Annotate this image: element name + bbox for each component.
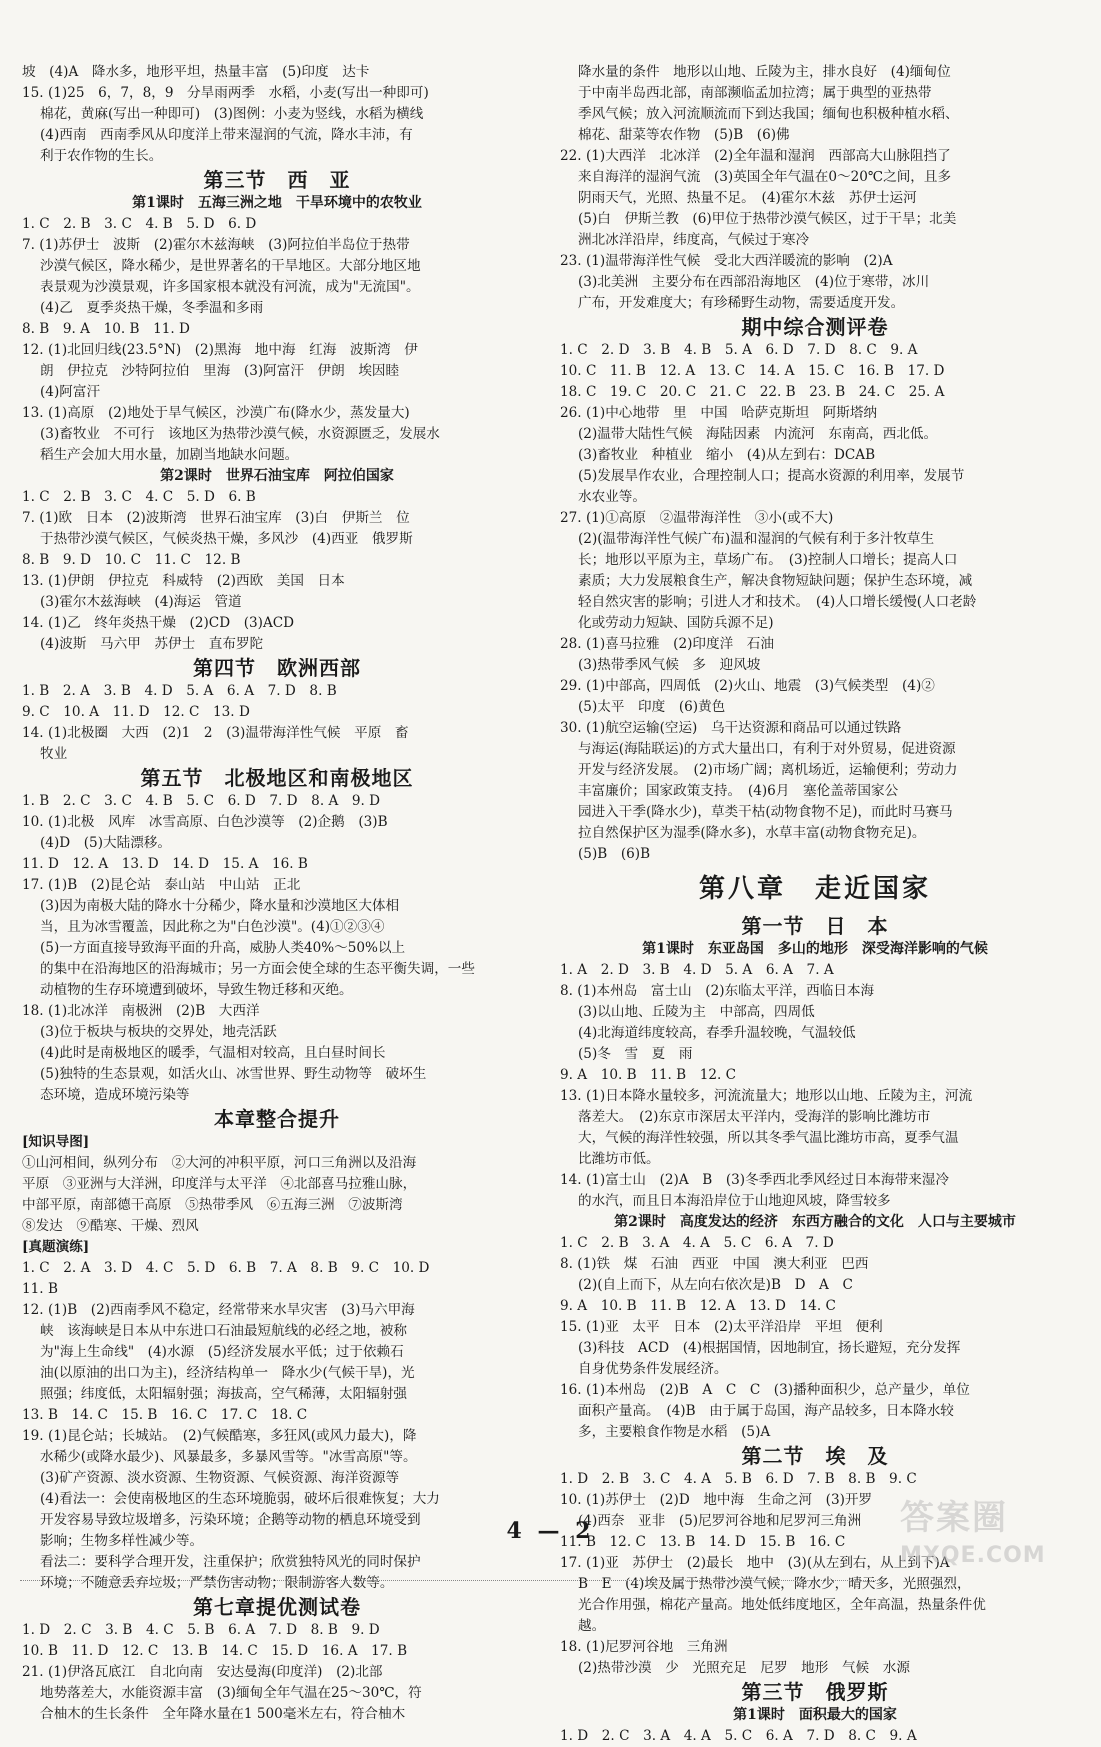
answer-line-continued: 于热带沙漠气候区，气候炎热干燥，多风沙 (4)西亚 俄罗斯 [40, 531, 413, 547]
answer-line-continued: (3)霍尔木兹海峡 (4)海运 管道 [40, 594, 242, 610]
answer-line: 1. B 2. A 3. B 4. D 5. A 6. A 7. D 8. B [22, 683, 337, 699]
answer-line: 7. (1)苏伊士 波斯 (2)霍尔木兹海峡 (3)阿拉伯半岛位于热带 [22, 237, 410, 253]
answer-line: 9. A 10. B 11. B 12. C [560, 1067, 737, 1083]
lesson-heading: 第2课时 世界石油宝库 阿拉伯国家 [160, 468, 394, 484]
answer-line-continued: 合柚木的生长条件 全年降水量在1 500毫米左右，符合柚木 [40, 1706, 406, 1722]
section-heading: 第三节 西 亚 [203, 168, 351, 192]
answer-line: 1. D 2. C 3. A 4. A 5. C 6. A 7. D 8. C 9. A [560, 1728, 917, 1744]
answer-line-continued: (4)此时是南极地区的暖季，气温相对较高，且白昼时间长 [40, 1045, 386, 1061]
answer-line-continued: (3)热带季风气候 多 迎风坡 [578, 657, 761, 673]
answer-line-continued: 利于农作物的生长。 [40, 148, 163, 164]
answer-line-continued: 开发容易导致垃圾增多，污染环境；企鹅等动物的栖息环境受到 [40, 1512, 421, 1528]
answer-line-continued: 来自海洋的湿润气流 (3)英国全年气温在0～20℃之间，且多 [578, 169, 952, 185]
answer-line-continued: 动植物的生存环境遭到破坏，导致生物迁移和灭绝。 [40, 982, 353, 998]
section-heading: 第七章提优测试卷 [193, 1595, 361, 1619]
answer-line-continued: 降水量的条件 地形以山地、丘陵为主，排水良好 (4)缅甸位 [578, 64, 951, 80]
answer-line: 12. (1)B (2)西南季风不稳定，经常带来水旱灾害 (3)马六甲海 [22, 1302, 415, 1318]
answer-line-continued: 表景观为沙漠景观，许多国家根本就没有河流，成为"无流国"。 [40, 279, 420, 295]
answer-line: 13. (1)日本降水量较多，河流流量大；地形以山地、丘陵为主，河流 [560, 1088, 973, 1104]
answer-line: 11. B [22, 1281, 58, 1297]
answer-line-continued: 园进入干季(降水少)，草类干枯(动物食物不足)，而此时马赛马 [578, 804, 953, 820]
section-heading: 第二节 埃 及 [741, 1444, 889, 1468]
answer-line-continued: (5)发展旱作农业，合理控制人口；提高水资源的利用率，发展节 [578, 468, 965, 484]
answer-line-continued: (3)科技 ACD (4)根据国情，因地制宜，扬长避短，充分发挥 [578, 1340, 961, 1356]
answer-line: ①山河相间，纵列分布 ②大河的冲积平原，河口三角洲以及沿海 [22, 1155, 417, 1171]
answer-line-continued: 棉花、甜菜等农作物 (5)B (6)佛 [578, 127, 790, 143]
answer-line: 1. C 2. B 3. C 4. C 5. D 6. B [22, 489, 256, 505]
answer-line-continued: 环境；不随意丢弃垃圾；严禁伤害动物；限制游客人数等。 [40, 1575, 394, 1591]
answer-line-continued: (5)冬 雪 夏 雨 [578, 1046, 693, 1062]
answer-line: 8. B 9. A 10. B 11. D [22, 321, 190, 337]
answer-line: 坡 (4)A 降水多，地形平坦，热量丰富 (5)印度 达卡 [22, 64, 370, 80]
answer-line: 11. B 12. C 13. B 14. D 15. B 16. C [560, 1534, 846, 1550]
answer-line: 8. (1)本州岛 富士山 (2)东临太平洋，西临日本海 [560, 983, 875, 999]
answer-line-continued: 光合作用强，棉花产量高。地处低纬度地区，全年高温，热量条件优 [578, 1597, 986, 1613]
answer-line: 29. (1)中部高，四周低 (2)火山、地震 (3)气候类型 (4)② [560, 678, 935, 694]
section-heading: 第四节 欧洲西部 [193, 656, 361, 680]
answer-line-continued: 与海运(海陆联运)的方式大量出口，有利于对外贸易，促进资源 [578, 741, 956, 757]
answer-line-continued: (5)独特的生态景观，如活火山、冰雪世界、野生动物等 破坏生 [40, 1066, 427, 1082]
answer-line: 18. (1)尼罗河谷地 三角洲 [560, 1639, 728, 1655]
answer-line: 17. (1)B (2)昆仑站 泰山站 中山站 正北 [22, 877, 301, 893]
section-heading: 本章整合提升 [214, 1107, 340, 1131]
answer-line-continued: (4)乙 夏季炎热干燥，冬季温和多雨 [40, 300, 264, 316]
answer-line-continued: (5)B (6)B [578, 846, 651, 862]
watermark [900, 1490, 1090, 1590]
answer-line: 1. A 2. D 3. B 4. D 5. A 6. A 7. A [560, 962, 834, 978]
answer-line-continued: 落差大。 (2)东京市深居太平洋内，受海洋的影响比潍坊市 [578, 1109, 931, 1125]
section-heading: 第一节 日 本 [741, 914, 889, 938]
answer-line: 9. A 10. B 11. B 12. A 13. D 14. C [560, 1298, 836, 1314]
answer-line-continued: 比潍坊市低。 [578, 1151, 660, 1167]
lesson-heading: 第1课时 面积最大的国家 [733, 1707, 897, 1723]
answer-line: 12. (1)北回归线(23.5°N) (2)黑海 地中海 红海 波斯湾 伊 [22, 342, 418, 358]
answer-line: 10. (1)苏伊士 (2)D 地中海 生命之河 (3)开罗 [560, 1492, 873, 1508]
answer-line: 15. (1)25 6，7，8，9 分旱雨两季 水稻，小麦(写出一种即可) [22, 85, 429, 101]
answer-line-continued: (4)波斯 马六甲 苏伊士 直布罗陀 [40, 636, 264, 652]
answer-line: 8. (1)铁 煤 石油 西亚 中国 澳大利亚 巴西 [560, 1256, 869, 1272]
answer-line-continued: 化或劳动力短缺、国防兵源不足) [578, 615, 774, 631]
answer-line: 16. (1)本州岛 (2)B A C C (3)播种面积少，总产量少，单位 [560, 1382, 970, 1398]
answer-line: 中部平原，南部德干高原 ⑤热带季风 ⑥五海三洲 ⑦波斯湾 [22, 1197, 403, 1213]
answer-line: 9. C 10. A 11. D 12. C 13. D [22, 704, 250, 720]
answer-line-continued: B E (4)埃及属于热带沙漠气候，降水少，晴天多，光照强烈， [578, 1576, 971, 1592]
answer-line-continued: (4)D (5)大陆漂移。 [40, 835, 171, 851]
answer-line-continued: 当，且为冰雪覆盖，因此称之为"白色沙漠"。(4)①②③④ [40, 919, 385, 935]
answer-line-continued: (2)(温带海洋性气候广布)温和湿润的气候有利于多汁牧草生 [578, 531, 935, 547]
answer-line-continued: (5)太平 印度 (6)黄色 [578, 699, 726, 715]
answer-line-continued: 阴雨天气，光照、热量不足。 (4)霍尔木兹 苏伊士运河 [578, 190, 917, 206]
answer-line-continued: 水稀少(或降水最少)、风暴最多，多暴风雪等。"冰雪高原"等。 [40, 1449, 417, 1465]
answer-line-continued: (4)阿富汗 [40, 384, 101, 400]
answer-line: 1. D 2. B 3. C 4. A 5. B 6. D 7. B 8. B 9. C [560, 1471, 917, 1487]
answer-line-continued: 态环境，造成环境污染等 [40, 1087, 190, 1103]
answer-line-continued: 于中南半岛西北部，南部濒临孟加拉湾；属于典型的亚热带 [578, 85, 932, 101]
answer-line-continued: (3)北美洲 主要分布在西部沿海地区 (4)位于寒带，冰川 [578, 274, 930, 290]
answer-line-continued: 油(以原油的出口为主)，经济结构单一 降水少(气候干旱)，光 [40, 1365, 415, 1381]
answer-line-continued: 稻生产会加大用水量，加剧当地缺水问题。 [40, 447, 299, 463]
answer-line: 8. B 9. D 10. C 11. C 12. B [22, 552, 241, 568]
answer-line-continued: 水农业等。 [578, 489, 646, 505]
answer-line: 11. D 12. A 13. D 14. D 15. A 16. B [22, 856, 308, 872]
answer-line: 1. C 2. B 3. A 4. A 5. C 6. A 7. D [560, 1235, 834, 1251]
section-heading: 第五节 北极地区和南极地区 [140, 766, 414, 790]
answer-line-continued: 越。 [578, 1618, 606, 1634]
answer-line: 13. (1)高原 (2)地处于旱气候区，沙漠广布(降水少，蒸发量大) [22, 405, 410, 421]
answer-line: 18. (1)北冰洋 南极洲 (2)B 大西洋 [22, 1003, 260, 1019]
answer-line: 14. (1)北极圈 大西 (2)1 2 (3)温带海洋性气候 平原 畜 [22, 725, 409, 741]
answer-line-continued: 影响；生物多样性减少等。 [40, 1533, 204, 1549]
answer-line: 13. B 14. C 15. B 16. C 17. C 18. C [22, 1407, 308, 1423]
answer-line-continued: (5)一方面直接导致海平面的升高，威胁人类40%～50%以上 [40, 940, 406, 956]
answer-line: 平原 ③亚洲与大洋洲，印度洋与太平洋 ④北部喜马拉雅山脉， [22, 1176, 417, 1192]
answer-line-continued: 为"海上生命线" (4)水源 (5)经济发展水平低；过于依赖石 [40, 1344, 404, 1360]
scan-edge [20, 1580, 880, 1589]
watermark-logo: 答案圈 [900, 1498, 1008, 1538]
answer-line: 13. (1)伊朗 伊拉克 科威特 (2)西欧 美国 日本 [22, 573, 345, 589]
answer-line: 10. (1)北极 风库 冰雪高原、白色沙漠等 (2)企鹅 (3)B [22, 814, 388, 830]
answer-line-continued: 轻自然灾害的影响；引进人才和技术。 (4)人口增长缓慢(人口老龄 [578, 594, 977, 610]
page-number: 4 — 2 [506, 1518, 595, 1544]
answer-line-continued: (4)西南 西南季风从印度洋上带来湿润的气流，降水丰沛，有 [40, 127, 413, 143]
answer-line: 28. (1)喜马拉雅 (2)印度洋 石油 [560, 636, 774, 652]
left-column [22, 62, 532, 1725]
answer-line: 27. (1)①高原 ②温带海洋性 ③小(或不大) [560, 510, 834, 526]
answer-line-continued: (3)畜牧业 种植业 缩小 (4)从左到右：DCAB [578, 447, 876, 463]
lesson-heading: 第1课时 东亚岛国 多山的地形 深受海洋影响的气候 [642, 941, 988, 957]
answer-line-continued: 多，主要粮食作物是水稻 (5)A [578, 1424, 771, 1440]
lesson-heading: 第1课时 五海三洲之地 干旱环境中的农牧业 [132, 195, 422, 211]
answer-line: 17. (1)亚 苏伊士 (2)最长 地中 (3)(从左到右，从上到下)A [560, 1555, 950, 1571]
answer-line-continued: 照强；纬度低，太阳辐射强；海拔高，空气稀薄，太阳辐射强 [40, 1386, 408, 1402]
answer-line-continued: 棉花，黄麻(写出一种即可) (3)图例：小麦为竖线，水稻为横线 [40, 106, 424, 122]
chapter-title: 第八章 走近国家 [698, 874, 931, 904]
answer-line: 14. (1)乙 终年炎热干燥 (2)CD (3)ACD [22, 615, 295, 631]
answer-line-continued: 地势落差大，水能资源丰富 (3)缅甸全年气温在25～30℃，符 [40, 1685, 422, 1701]
answer-line-continued: 的水汽，而且日本海沿岸位于山地迎风坡，降雪较多 [578, 1193, 891, 1209]
subsection-label: [知识导图] [22, 1134, 90, 1150]
answer-line: 22. (1)大西洋 北冰洋 (2)全年温和湿润 西部高大山脉阻挡了 [560, 148, 951, 164]
answer-line-continued: 季风气候；放入河流顺流而下到达我国；缅甸也积极种植水稻、 [578, 106, 959, 122]
answer-line-continued: (4)北海道纬度较高，春季升温较晚，气温较低 [578, 1025, 856, 1041]
answer-line: 1. B 2. C 3. C 4. B 5. C 6. D 7. D 8. A 9. D [22, 793, 381, 809]
answer-line: ⑧发达 ⑨酷寒、干燥、烈风 [22, 1218, 199, 1234]
answer-line-continued: 看法二：要科学合理开发，注重保护；欣赏独特风光的同时保护 [40, 1554, 421, 1570]
answer-line: 10. B 11. D 12. C 13. B 14. C 15. D 16. A 17. B [22, 1643, 408, 1659]
answer-line-continued: 自身优势条件发展经济。 [578, 1361, 728, 1377]
answer-line-continued: 开发与经济发展。 (2)市场广阔；离机场近，运输便利；劳动力 [578, 762, 958, 778]
answer-line-continued: (3)因为南极大陆的降水十分稀少，降水量和沙漠地区大体相 [40, 898, 400, 914]
watermark-url: MXQE.COM [900, 1543, 1046, 1568]
answer-line-continued: (4)西奈 亚非 (5)尼罗河谷地和尼罗河三角洲 [578, 1513, 862, 1529]
answer-line: 14. (1)富士山 (2)A B (3)冬季西北季风经过日本海带来湿冷 [560, 1172, 949, 1188]
answer-line-continued: (3)畜牧业 不可行 该地区为热带沙漠气候，水资源匮乏，发展水 [40, 426, 440, 442]
answer-line-continued: 牧业 [40, 746, 68, 762]
section-heading: 期中综合测评卷 [741, 315, 889, 339]
answer-line-continued: 面积产量高。 (4)B 由于属于岛国，海产品较多，日本降水较 [578, 1403, 954, 1419]
answer-line: 1. C 2. D 3. B 4. B 5. A 6. D 7. D 8. C 9. A [560, 342, 918, 358]
answer-line: 19. (1)昆仑站；长城站。 (2)气候酷寒，多狂风(或风力最大)，降 [22, 1428, 417, 1444]
answer-line: 1. C 2. A 3. D 4. C 5. D 6. B 7. A 8. B 9. C 10. D [22, 1260, 430, 1276]
answer-line: 30. (1)航空运输(空运) 乌干达资源和商品可以通过铁路 [560, 720, 902, 736]
answer-line-continued: 沙漠气候区，降水稀少，是世界著名的干旱地区。大部分地区地 [40, 258, 421, 274]
answer-line-continued: 拉自然保护区为湿季(降水多)，水草丰富(动物食物充足)。 [578, 825, 926, 841]
answer-line: 18. C 19. C 20. C 21. C 22. B 23. B 24. C 25. A [560, 384, 945, 400]
answer-line-continued: 大，气候的海洋性较强，所以其冬季气温比潍坊市高，夏季气温 [578, 1130, 959, 1146]
answer-line-continued: 峡 该海峡是日本从中东进口石油最短航线的必经之地，被称 [40, 1323, 408, 1339]
answer-line: 1. C 2. B 3. C 4. B 5. D 6. D [22, 216, 257, 232]
answer-line: 1. D 2. C 3. B 4. C 5. B 6. A 7. D 8. B 9. D [22, 1622, 380, 1638]
answer-line-continued: 素质；大力发展粮食生产，解决食物短缺问题；保护生态环境，减 [578, 573, 973, 589]
answer-line-continued: (2)温带大陆性气候 海陆因素 内流河 东南高，西北低。 [578, 426, 938, 442]
answer-line: 10. C 11. B 12. A 13. C 14. A 15. C 16. B 17. D [560, 363, 945, 379]
subsection-label: [真题演练] [22, 1239, 90, 1255]
answer-line-continued: (2)(自上而下，从左向右依次是)B D A C [578, 1277, 853, 1293]
answer-line-continued: (2)热带沙漠 少 光照充足 尼罗 地形 气候 水源 [578, 1660, 910, 1676]
answer-line-continued: 长；地形以平原为主，草场广布。 (3)控制人口增长；提高人口 [578, 552, 958, 568]
answer-line-continued: 的集中在沿海地区的沿海城市；另一方面会使全球的生态平衡失调，一些 [40, 961, 475, 977]
answer-line-continued: 丰富廉价；国家政策支持。 (4)6月 塞伦盖蒂国家公 [578, 783, 899, 799]
answer-line-continued: 洲北冰洋沿岸，纬度高，气候过于寒冷 [578, 232, 810, 248]
answer-line-continued: (5)白 伊斯兰教 (6)甲位于热带沙漠气候区，过于干旱；北美 [578, 211, 957, 227]
answer-line-continued: 朗 伊拉克 沙特阿拉伯 里海 (3)阿富汗 伊朗 埃因睦 [40, 363, 400, 379]
section-heading: 第三节 俄罗斯 [741, 1680, 889, 1704]
answer-line: 21. (1)伊洛瓦底江 自北向南 安达曼海(印度洋) (2)北部 [22, 1664, 383, 1680]
answer-line-continued: (4)看法一：会使南极地区的生态环境脆弱，破坏后很难恢复；大力 [40, 1491, 440, 1507]
answer-line-continued: (3)矿产资源、淡水资源、生物资源、气候资源、海洋资源等 [40, 1470, 400, 1486]
answer-line: 23. (1)温带海洋性气候 受北大西洋暖流的影响 (2)A [560, 253, 893, 269]
answer-line-continued: 广布，开发难度大；有珍稀野生动物，需要适度开发。 [578, 295, 905, 311]
answer-line: 15. (1)亚 太平 日本 (2)太平洋沿岸 平坦 便利 [560, 1319, 883, 1335]
lesson-heading: 第2课时 高度发达的经济 东西方融合的文化 人口与主要城市 [614, 1214, 1016, 1230]
answer-line-continued: (3)位于板块与板块的交界处，地壳活跃 [40, 1024, 277, 1040]
answer-line-continued: (3)以山地、丘陵为主 中部高，四周低 [578, 1004, 815, 1020]
answer-line: 7. (1)欧 日本 (2)波斯湾 世界石油宝库 (3)白 伊斯兰 位 [22, 510, 410, 526]
answer-line: 26. (1)中心地带 里 中国 哈萨克斯坦 阿斯塔纳 [560, 405, 878, 421]
